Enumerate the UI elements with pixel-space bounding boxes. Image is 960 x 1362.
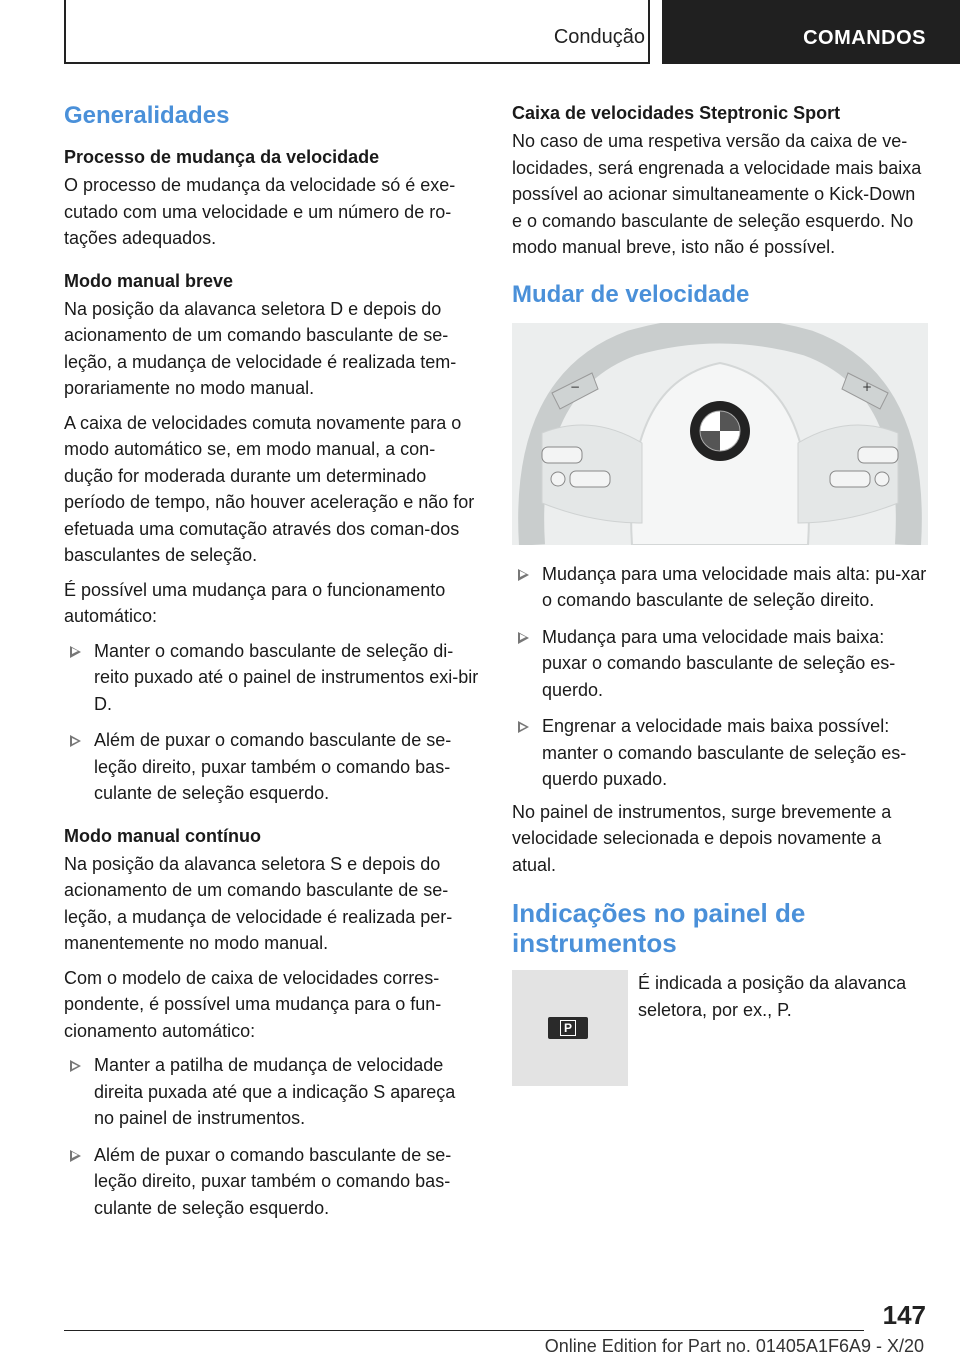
- steering-wheel-icon: [512, 323, 928, 545]
- paragraph: Na posição da alavanca seletora S e depois do acionamento de um comando basculante de se-leção, a mudança de velocidade é realizada per-manentemente no modo manual.: [64, 853, 453, 953]
- triangle-bullet-icon: [518, 721, 529, 733]
- bullet-list: [64, 1052, 479, 1221]
- paragraph: É indicada a posição da alavanca seletora, por ex., P.: [638, 973, 907, 1020]
- gear-position-icon: [548, 1017, 588, 1039]
- subheading-processo: Processo de mudança da velocidade: [64, 147, 380, 167]
- bullet-list: [64, 638, 479, 807]
- triangle-bullet-icon: [70, 1060, 81, 1072]
- gear-indicator-row: [512, 970, 927, 1086]
- header-rule: [64, 62, 650, 64]
- footer-edition: Online Edition for Part no. 01405A1F6A9 - X/20: [544, 1336, 924, 1356]
- triangle-bullet-icon: [70, 1150, 81, 1162]
- paragraph: Com o modelo de caixa de velocidades corres-pondente, é possível uma mudança para o fun-cionamento automático:: [64, 967, 442, 1041]
- subheading-modo-manual-continuo: Modo manual contínuo: [64, 825, 261, 846]
- triangle-bullet-icon: [70, 735, 81, 747]
- header-left-border: [64, 0, 66, 64]
- triangle-bullet-icon: [70, 646, 81, 658]
- header-chapter-label: COMANDOS: [803, 27, 926, 49]
- steering-wheel-illustration: [512, 323, 928, 545]
- page-number: 147: [882, 1300, 926, 1330]
- paragraph: É possível uma mudança para o funcionamento automático:: [64, 579, 446, 626]
- list-item: Mudança para uma velocidade mais baixa: puxar o comando basculante de seleção es-querdo.: [512, 624, 927, 704]
- list-item: Manter a patilha de mudança de velocidade direita puxada até que a indicação S apareça no painel de instrumentos.: [64, 1052, 479, 1132]
- header-divider: [648, 0, 650, 64]
- svg-text:−: −: [570, 379, 581, 394]
- list-item: Manter o comando basculante de seleção di-reito puxado até o painel de instrumentos exi-bir D.: [64, 638, 479, 718]
- triangle-bullet-icon: [518, 569, 529, 581]
- right-column: [512, 100, 927, 1086]
- header-chapter-tab[interactable]: [662, 0, 960, 64]
- paragraph: O processo de mudança da velocidade só é exe-cutado com uma velocidade e um número de ro-tações adequados.: [64, 175, 456, 248]
- paragraph: Na posição da alavanca seletora D e depois do acionamento de um comando basculante de se-leção, a mudança de velocidade é realizada tem-porariamente no modo manual.: [64, 298, 457, 398]
- footer-rule: [64, 1330, 864, 1331]
- list-item: Além de puxar o comando basculante de se-leção direito, puxar também o comando bas-culante de seleção esquerdo.: [64, 727, 479, 807]
- list-item: Engrenar a velocidade mais baixa possível: manter o comando basculante de seleção es-querdo puxado.: [512, 713, 927, 793]
- heading-generalidades: Generalidades: [64, 102, 230, 129]
- paragraph: A caixa de velocidades comuta novamente para o modo automático se, em modo manual, a con-dução for moderada durante um determinado período de tempo, não houver aceleração e não for efetuada uma comutação através dos coman-dos basculantes de seleção.: [64, 412, 475, 565]
- triangle-bullet-icon: [518, 632, 529, 644]
- list-item: Além de puxar o comando basculante de se-leção direito, puxar também o comando bas-culante de seleção esquerdo.: [64, 1142, 479, 1222]
- header-section-tab[interactable]: Condução: [553, 26, 645, 48]
- paragraph: No painel de instrumentos, surge brevemente a velocidade selecionada e depois novamente a atual.: [512, 801, 892, 875]
- list-item: Mudança para uma velocidade mais alta: pu-xar o comando basculante de seleção direito.: [512, 561, 927, 614]
- svg-text:+: +: [862, 379, 873, 394]
- heading-mudar-de-velocidade: Mudar de velocidade: [512, 280, 750, 308]
- subheading-modo-manual-breve: Modo manual breve: [64, 270, 234, 291]
- heading-indicacoes: Indicações no painel de instrumentos: [512, 898, 806, 958]
- left-column: [64, 100, 479, 1231]
- gear-symbol: P: [560, 1020, 576, 1036]
- bullet-list: [512, 561, 927, 793]
- gear-display-illustration: [512, 970, 628, 1086]
- subheading-steptronic-sport: Caixa de velocidades Steptronic Sport: [512, 103, 841, 123]
- paragraph: No caso de uma respetiva versão da caixa de ve-locidades, será engrenada a velocidade mais baixa possível ao acionar simultaneamente o Kick-Down e o comando basculante de seleção esquerdo. No modo manual breve, isto não é possível.: [512, 131, 922, 257]
